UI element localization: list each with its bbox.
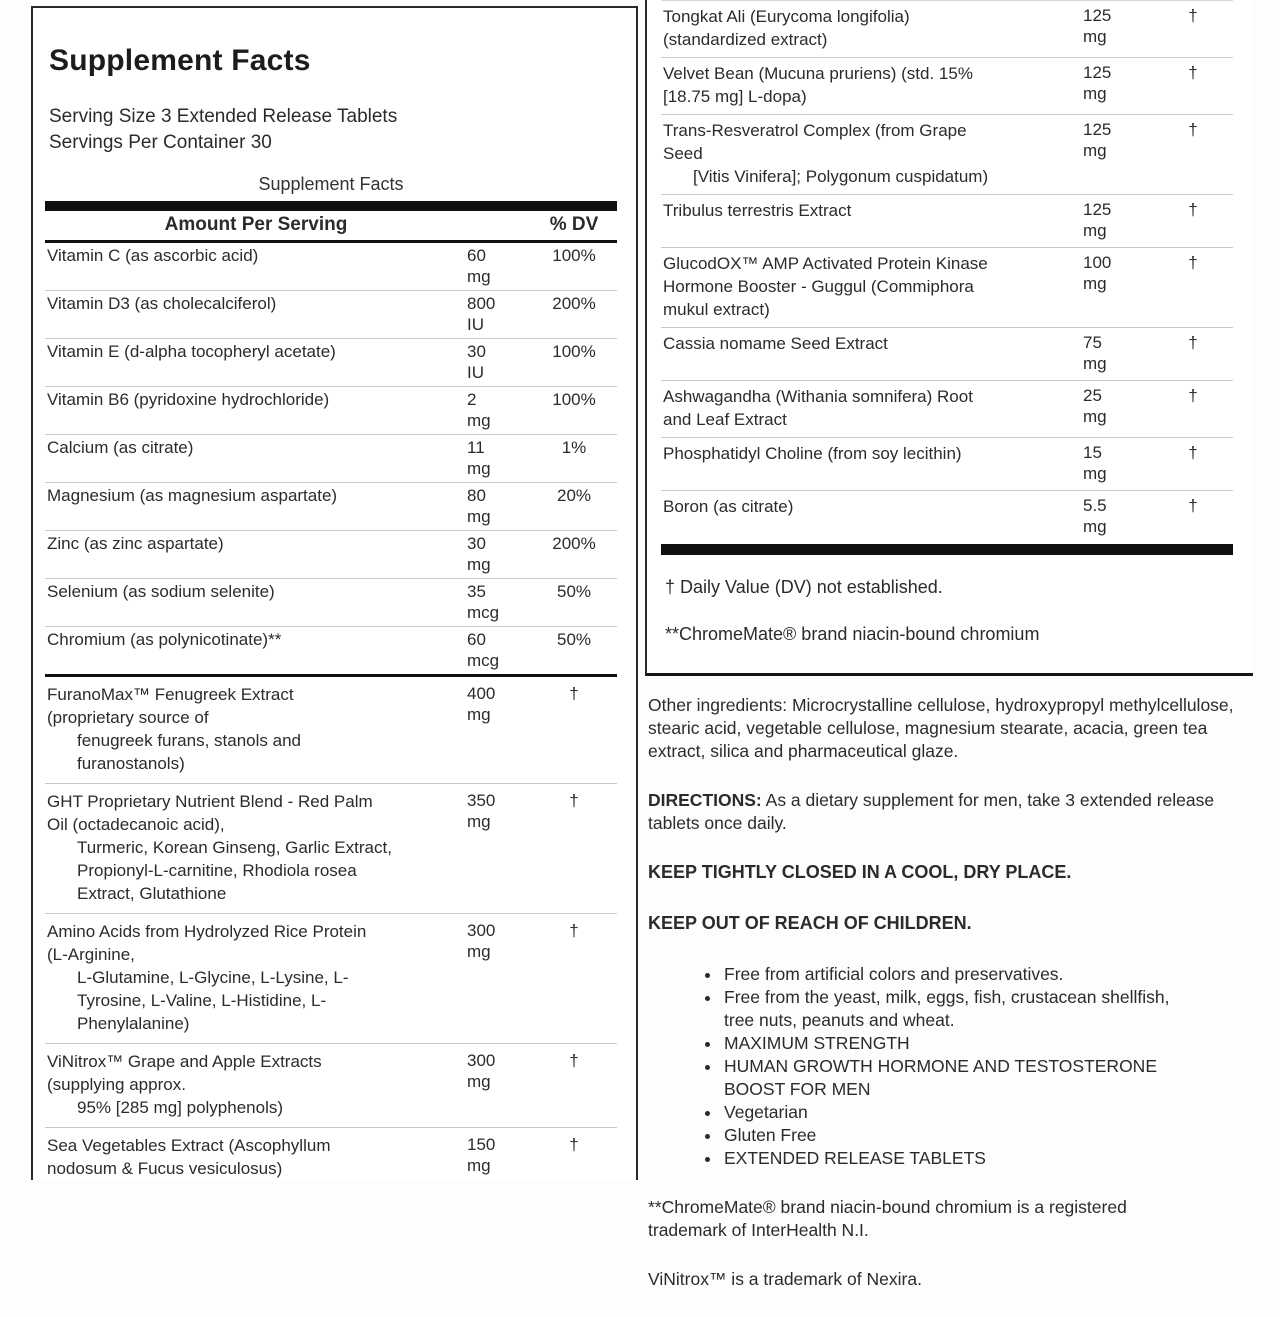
percent-dv-header: % DV [549,214,599,235]
nutrient-amount: 125 mg [1083,63,1112,103]
nutrient-row [661,380,1233,437]
chromemate-trademark-text: **ChromeMate® brand niacin-bound chromium is a registered trademark of InterHealth N.I. [648,1197,1127,1240]
nutrient-name: Tribulus terrestris Extract [663,201,852,220]
nutrient-name: GHT Proprietary Nutrient Blend - Red Palm Oil (octadecanoic acid), Turmeric, Korean Ginseng, Garlic Extract, Propionyl-L-carnitine, Rhodiola rosea Extract, Glutathione [47,792,392,903]
nutrient-amount: 400 mg [467,684,496,724]
nutrient-daily-value: † [569,791,579,810]
nutrient-daily-value: † [1188,333,1198,352]
nutrient-amount: 800 IU [467,294,496,334]
nutrient-daily-value: 20% [556,486,592,505]
nutrient-amount: 125 mg [1083,200,1112,240]
table-caption: Supplement Facts [258,174,404,194]
nutrient-name: Phosphatidyl Choline (from soy lecithin) [663,444,962,463]
nutrient-amount: 125 mg [1083,6,1112,46]
nutrient-row [661,57,1233,114]
supplement-facts-panel-left [31,6,638,1180]
feature-bullet: • Free from the yeast, milk, eggs, fish, crustacean shellfish, tree nuts, peanuts and wheat. [722,986,1244,1032]
nutrient-row [661,490,1233,543]
nutrient-name: Sea Vegetables Extract (Ascophyllum nodosum & Fucus vesiculosus) [47,1136,331,1178]
nutrient-amount: 80 mg [467,486,491,526]
nutrient-daily-value: † [569,921,579,940]
nutrient-row [45,338,617,386]
nutrient-amount: 300 mg [467,921,496,961]
table-bottom-rule [661,544,1233,555]
nutrient-daily-value: 50% [556,630,592,649]
feature-bullet: • HUMAN GROWTH HORMONE AND TESTOSTERONE BOOST FOR MEN [722,1055,1244,1101]
nutrient-row [45,913,617,1043]
storage-warning-text: KEEP TIGHTLY CLOSED IN A COOL, DRY PLACE. [648,862,1072,882]
nutrient-daily-value: † [1188,386,1198,405]
nutrient-amount: 100 mg [1083,253,1112,293]
nutrient-row [45,578,617,626]
nutrient-daily-value: 200% [552,294,596,313]
nutrient-amount: 60 mcg [467,630,500,670]
nutrient-amount: 30 mg [467,534,491,574]
nutrient-daily-value: 1% [561,438,587,457]
nutrient-row [45,290,617,338]
nutrient-name: Vitamin C (as ascorbic acid) [47,246,259,265]
nutrient-daily-value: 100% [552,246,596,265]
nutrient-row [45,434,617,482]
nutrient-name: GlucodOX™ AMP Activated Protein Kinase Hormone Booster - Guggul (Commiphora mukul extract) [663,254,988,319]
nutrient-row [661,0,1233,57]
nutrient-daily-value: 200% [552,534,596,553]
nutrient-amount: 300 mg [467,1051,496,1091]
table-top-rule [45,201,617,211]
nutrient-row [45,1127,617,1180]
nutrient-daily-value: † [569,1051,579,1070]
nutrient-row [45,482,617,530]
nutrient-amount: 25 mg [1083,386,1107,426]
nutrient-row [45,530,617,578]
nutrient-name: Trans-Resveratrol Complex (from Grape Seed [Vitis Vinifera]; Polygonum cuspidatum) [663,121,989,186]
nutrient-row [45,783,617,913]
nutrient-name: Amino Acids from Hydrolyzed Rice Protein (L-Arginine, L-Glutamine, L-Glycine, L-Lysine, L- Tyrosine, L-Valine, L-Histidine, L- Phenylalanine) [47,922,367,1033]
nutrient-row [45,626,617,674]
feature-bullet: • Gluten Free [722,1124,1244,1147]
serving-size-text: Serving Size 3 Extended Release Tablets [49,106,398,127]
directions-label: DIRECTIONS: [648,790,762,810]
nutrient-amount: 5.5 mg [1083,496,1107,536]
nutrient-name: Vitamin B6 (pyridoxine hydrochloride) [47,390,330,409]
nutrient-name: Selenium (as sodium selenite) [47,582,275,601]
nutrient-name: Ashwagandha (Withania somnifera) Root and Leaf Extract [663,387,973,429]
nutrient-table-vitamins [45,243,617,674]
nutrient-daily-value: 100% [552,390,596,409]
nutrient-daily-value: † [1188,200,1198,219]
nutrient-daily-value: † [1188,443,1198,462]
nutrient-daily-value: † [569,1135,579,1154]
nutrient-row [661,114,1233,194]
nutrient-row [45,243,617,290]
servings-per-container-text: Servings Per Container 30 [49,132,272,153]
nutrient-table-continued [661,0,1233,543]
table-header-row [45,211,617,243]
nutrient-name: Cassia nomame Seed Extract [663,334,888,353]
nutrient-name: Vitamin E (d-alpha tocopheryl acetate) [47,342,336,361]
nutrient-name: Vitamin D3 (as cholecalciferol) [47,294,277,313]
supplement-facts-panel-right [645,0,1253,676]
directions-text: DIRECTIONS: As a dietary supplement for men, take 3 extended release tablets once daily. [648,790,1215,833]
nutrient-amount: 75 mg [1083,333,1107,373]
nutrient-name: ViNitrox™ Grape and Apple Extracts (supplying approx. 95% [285 mg] polyphenols) [47,1052,322,1117]
nutrient-amount: 350 mg [467,791,496,831]
product-info-block [648,694,1244,1317]
nutrient-amount: 11 mg [467,438,491,478]
nutrient-amount: 30 IU [467,342,486,382]
nutrient-daily-value: † [1188,120,1198,139]
nutrient-daily-value: 100% [552,342,596,361]
nutrient-name: Chromium (as polynicotinate)** [47,630,282,649]
feature-bullet: • Free from artificial colors and preservatives. [722,963,1244,986]
nutrient-name: Boron (as citrate) [663,497,794,516]
feature-bullet: • EXTENDED RELEASE TABLETS [722,1147,1244,1170]
nutrient-table-blends [45,677,617,1180]
nutrient-daily-value: † [1188,496,1198,515]
nutrient-row [661,327,1233,380]
nutrient-daily-value: † [1188,63,1198,82]
nutrient-row [45,677,617,783]
nutrient-amount: 2 mg [467,390,491,430]
nutrient-daily-value: † [1188,253,1198,272]
nutrient-name: Velvet Bean (Mucuna pruriens) (std. 15% [18.75 mg] L-dopa) [663,64,973,106]
nutrient-name: Zinc (as zinc aspartate) [47,534,224,553]
amount-per-serving-header: Amount Per Serving [164,214,348,235]
nutrient-row [45,1043,617,1127]
nutrient-row [661,437,1233,490]
page-title: Supplement Facts [49,44,311,77]
nutrient-row [45,386,617,434]
nutrient-daily-value: 50% [556,582,592,601]
nutrient-row [661,194,1233,247]
chromemate-footnote: **ChromeMate® brand niacin-bound chromium [665,624,1040,644]
nutrient-row [661,247,1233,327]
vinitrox-trademark-text: ViNitrox™ is a trademark of Nexira. [648,1269,922,1289]
nutrient-name: Magnesium (as magnesium aspartate) [47,486,338,505]
nutrient-name: Tongkat Ali (Eurycoma longifolia) (standardized extract) [663,7,910,49]
nutrient-amount: 15 mg [1083,443,1107,483]
feature-bullet: • Vegetarian [722,1101,1244,1124]
feature-bullet: • MAXIMUM STRENGTH [722,1032,1244,1055]
nutrient-daily-value: † [1188,6,1198,25]
other-ingredients-text: Other ingredients: Microcrystalline cellulose, hydroxypropyl methylcellulose, stearic acid, vegetable cellulose, magnesium stearate, acacia, green tea extract, silica and pharmaceutical glaze. [648,695,1234,761]
nutrient-amount: 60 mg [467,246,491,286]
feature-bullet-list [648,963,1244,1170]
nutrient-amount: 150 mg [467,1135,496,1175]
children-warning-text: KEEP OUT OF REACH OF CHILDREN. [648,913,972,933]
daily-value-footnote: † Daily Value (DV) not established. [665,577,943,597]
nutrient-daily-value: † [569,684,579,703]
nutrient-name: FuranoMax™ Fenugreek Extract (proprietary source of fenugreek furans, stanols and furanostanols) [47,685,301,773]
nutrient-amount: 125 mg [1083,120,1112,160]
nutrient-name: Calcium (as citrate) [47,438,194,457]
nutrient-amount: 35 mcg [467,582,500,622]
